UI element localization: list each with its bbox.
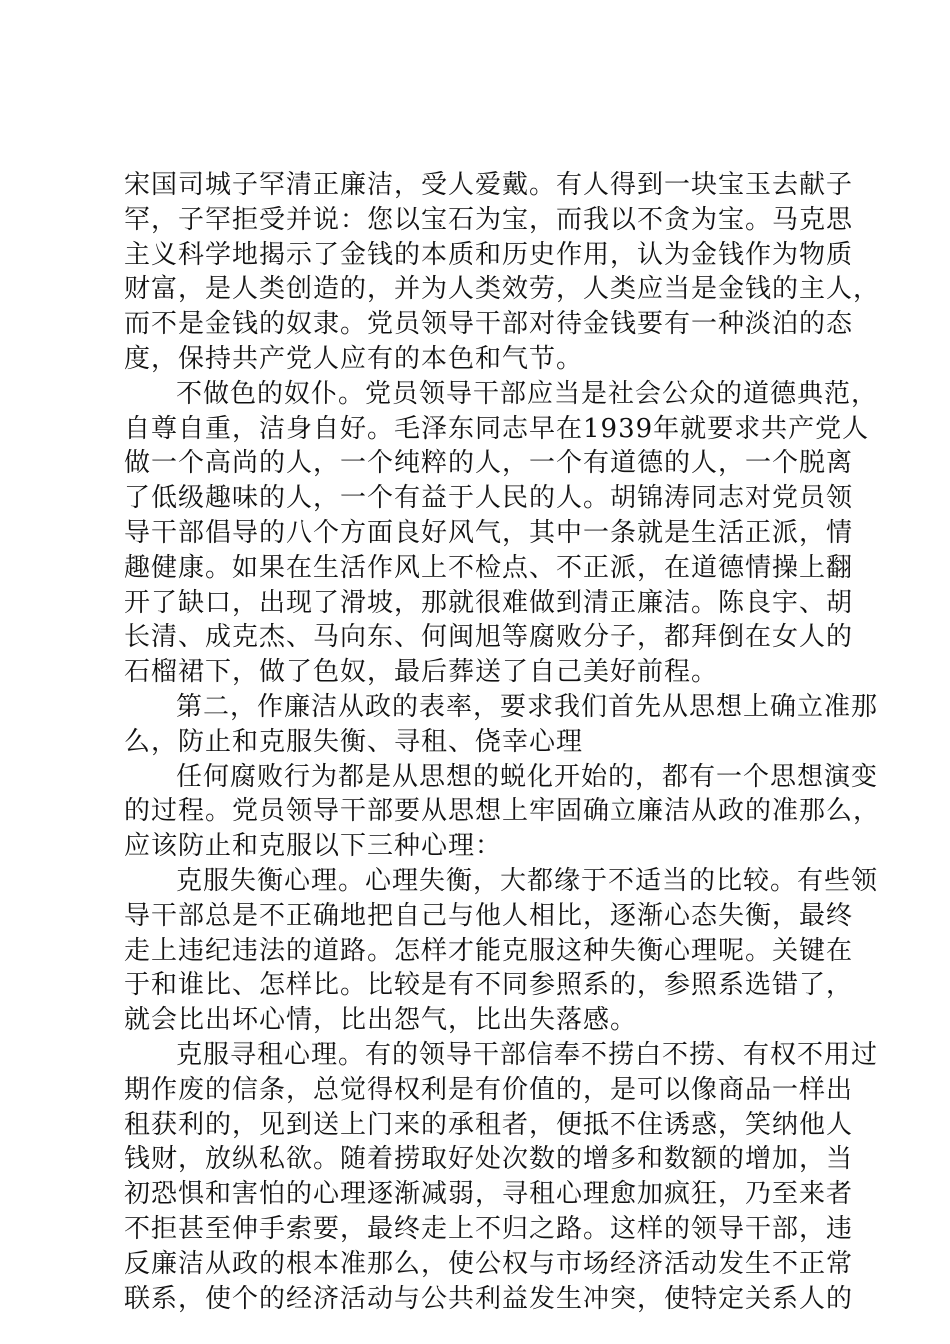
text-line: 主义科学地揭示了金钱的本质和历史作用，认为金钱作为物质: [124, 239, 854, 270]
paragraph-first-line: 任何腐败行为都是从思想的蜕化开始的，都有一个思想演变: [176, 761, 879, 792]
body-text: [124, 168, 881, 1316]
paragraph-first-line: 克服失衡心理。心理失衡，大都缘于不适当的比较。有些领: [176, 865, 879, 896]
text-line: 长清、成克杰、马向东、何闽旭等腐败分子，都拜倒在女人的: [124, 622, 854, 653]
text-line: 罕，子罕拒受并说：您以宝石为宝，而我以不贪为宝。马克思: [124, 204, 854, 235]
text-line: 租获利的，见到送上门来的承租者，便抵不住诱惑，笑纳他人: [124, 1109, 854, 1140]
paragraph-first-line: 不做色的奴仆。党员领导干部应当是社会公众的道德典范，: [176, 378, 879, 409]
text-line: 了低级趣味的人，一个有益于人民的人。胡锦涛同志对党员领: [124, 483, 854, 514]
text-line: 期作废的信条，总觉得权利是有价值的，是可以像商品一样出: [124, 1074, 854, 1105]
section-heading-line: 么，防止和克服失衡、寻租、侥幸心理: [124, 726, 584, 757]
text-line: 宋国司城子罕清正廉洁，受人爱戴。有人得到一块宝玉去献子: [124, 170, 854, 200]
text-line: 不拒甚至伸手索要，最终走上不归之路。这样的领导干部，违: [124, 1213, 854, 1244]
text-line: 做一个高尚的人，一个纯粹的人，一个有道德的人，一个脱离: [124, 448, 854, 479]
text-line: 而不是金钱的奴隶。党员领导干部对待金钱要有一种淡泊的态: [124, 309, 854, 340]
section-heading-line: 第二，作廉洁从政的表率，要求我们首先从思想上确立准那: [176, 691, 879, 722]
text-line: 就会比出坏心情，比出怨气，比出失落感。: [124, 1005, 638, 1036]
text-line: 反廉洁从政的根本准那么，使公权与市场经济活动发生不正常: [124, 1248, 854, 1279]
text-line: 石榴裙下，做了色奴，最后葬送了自己美好前程。: [124, 657, 719, 688]
text-line: 钱财，放纵私欲。随着捞取好处次数的增多和数额的增加，当: [124, 1144, 854, 1175]
text-line: 走上违纪违法的道路。怎样才能克服这种失衡心理呢。关键在: [124, 935, 854, 966]
text-line: 开了缺口，出现了滑坡，那就很难做到清正廉洁。陈良宇、胡: [124, 587, 854, 618]
text-line: 应该防止和克服以下三种心理：: [124, 831, 503, 862]
text-line: 初恐惧和害怕的心理逐渐减弱，寻租心理愈加疯狂，乃至来者: [124, 1179, 854, 1210]
text-line: 导干部总是不正确地把自己与他人相比，逐渐心态失衡，最终: [124, 900, 854, 931]
text-line: 度，保持共产党人应有的本色和气节。: [124, 343, 584, 374]
text-line: 趣健康。如果在生活作风上不检点、不正派，在道德情操上翻: [124, 552, 854, 583]
text-line: 于和谁比、怎样比。比较是有不同参照系的，参照系选错了，: [124, 970, 854, 1001]
text-line: 的过程。党员领导干部要从思想上牢固确立廉洁从政的准那么，: [124, 796, 881, 827]
text-line: 联系，使个的经济活动与公共利益发生冲突，使特定关系人的: [124, 1283, 854, 1314]
text-line: 自尊自重，洁身自好。毛泽东同志早在1939年就要求共产党人: [124, 413, 870, 444]
text-line: 财富，是人类创造的，并为人类效劳，人类应当是金钱的主人，: [124, 274, 881, 305]
text-line: 导干部倡导的八个方面良好风气，其中一条就是生活正派，情: [124, 517, 854, 548]
paragraph-first-line: 克服寻租心理。有的领导干部信奉不捞白不捞、有权不用过: [176, 1039, 879, 1070]
